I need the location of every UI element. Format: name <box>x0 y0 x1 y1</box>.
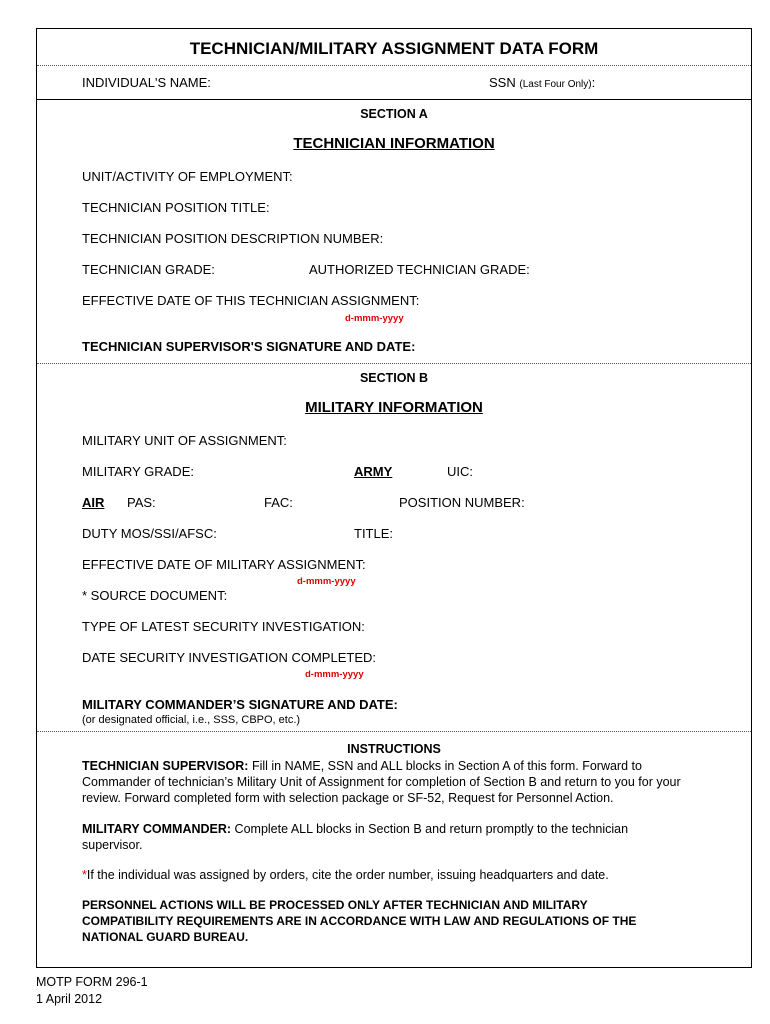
military-title-label: TITLE: <box>354 526 394 541</box>
assignment-data-form <box>36 28 752 968</box>
individual-name-label: INDIVIDUAL'S NAME: <box>82 75 211 90</box>
unit-of-employment-label: UNIT/ACTIVITY OF EMPLOYMENT: <box>82 169 293 184</box>
section-a-label: SECTION A <box>360 107 428 121</box>
commander-signature-note: (or designated official, i.e., SSS, CBPO, etc.) <box>82 714 301 726</box>
section-b-label: SECTION B <box>359 371 429 385</box>
ssn-colon: : <box>591 75 596 90</box>
orders-asterisk: * <box>82 868 87 882</box>
military-grade-label: MILITARY GRADE: <box>82 464 194 479</box>
security-date-format-hint: d-mmm-yyyy <box>305 669 364 680</box>
technician-effective-date-label: EFFECTIVE DATE OF THIS TECHNICIAN ASSIGNMENT: <box>82 293 420 308</box>
supervisor-instructions <box>82 758 682 806</box>
technician-position-title-label: TECHNICIAN POSITION TITLE: <box>82 200 270 215</box>
orders-instructions-text: If the individual was assigned by orders, cite the order number, issuing headquarters and date. <box>86 868 609 882</box>
army-label: ARMY <box>354 464 393 479</box>
ssn-label <box>489 75 595 90</box>
supervisor-instructions-text: Fill in NAME, SSN and ALL blocks in Section A of this form. Forward to Commander of technician’s Military Unit of Assignment for completion of Section B and return to you for your review. Forward completed form with selection package or SF-52, Request for Personnel Action. <box>82 759 681 805</box>
uic-label: UIC: <box>447 464 473 479</box>
duty-mos-label: DUTY MOS/SSI/AFSC: <box>82 526 217 541</box>
ssn-note: (Last Four Only) <box>519 79 592 90</box>
section-b-divider <box>37 731 751 732</box>
supervisor-instructions-label: TECHNICIAN SUPERVISOR: <box>82 759 249 773</box>
personnel-actions-notice: PERSONNEL ACTIONS WILL BE PROCESSED ONLY AFTER TECHNICIAN AND MILITARY COMPATIBILITY REQUIREMENTS ARE IN ACCORDANCE WITH LAW AND REGULATIONS OF THE NATIONAL GUARD BUREAU. <box>82 898 637 944</box>
pas-label: PAS: <box>127 495 156 510</box>
title-divider <box>37 65 751 66</box>
commander-signature-label: MILITARY COMMANDER’S SIGNATURE AND DATE: <box>82 697 398 712</box>
header-divider <box>37 99 751 100</box>
security-investigation-date-label: DATE SECURITY INVESTIGATION COMPLETED: <box>82 650 376 665</box>
position-description-number-label: TECHNICIAN POSITION DESCRIPTION NUMBER: <box>82 231 384 246</box>
supervisor-signature-label: TECHNICIAN SUPERVISOR'S SIGNATURE AND DATE: <box>82 339 416 354</box>
form-date: 1 April 2012 <box>36 992 103 1006</box>
section-a-divider <box>37 363 751 364</box>
form-title: TECHNICIAN/MILITARY ASSIGNMENT DATA FORM <box>189 39 599 58</box>
authorized-grade-label: AUTHORIZED TECHNICIAN GRADE: <box>309 262 530 277</box>
military-date-format-hint: d-mmm-yyyy <box>297 576 356 587</box>
source-document-label: * SOURCE DOCUMENT: <box>82 588 228 603</box>
form-number: MOTP FORM 296-1 <box>36 975 148 989</box>
technician-grade-label: TECHNICIAN GRADE: <box>82 262 215 277</box>
technician-date-format-hint: d-mmm-yyyy <box>345 313 404 324</box>
commander-instructions-text: Complete ALL blocks in Section B and return promptly to the technician supervisor. <box>82 822 629 852</box>
ssn-label-text: SSN <box>489 75 516 90</box>
section-b-heading: MILITARY INFORMATION <box>305 399 483 416</box>
military-unit-label: MILITARY UNIT OF ASSIGNMENT: <box>82 433 287 448</box>
military-effective-date-label: EFFECTIVE DATE OF MILITARY ASSIGNMENT: <box>82 557 366 572</box>
orders-instructions <box>82 867 682 883</box>
fac-label: FAC: <box>264 495 293 510</box>
security-investigation-type-label: TYPE OF LATEST SECURITY INVESTIGATION: <box>82 619 365 634</box>
commander-instructions-label: MILITARY COMMANDER: <box>82 822 232 836</box>
position-number-label: POSITION NUMBER: <box>399 495 525 510</box>
section-a-heading: TECHNICIAN INFORMATION <box>293 135 495 152</box>
air-label: AIR <box>82 495 105 510</box>
instructions-heading: INSTRUCTIONS <box>347 742 441 756</box>
commander-instructions <box>82 821 682 853</box>
